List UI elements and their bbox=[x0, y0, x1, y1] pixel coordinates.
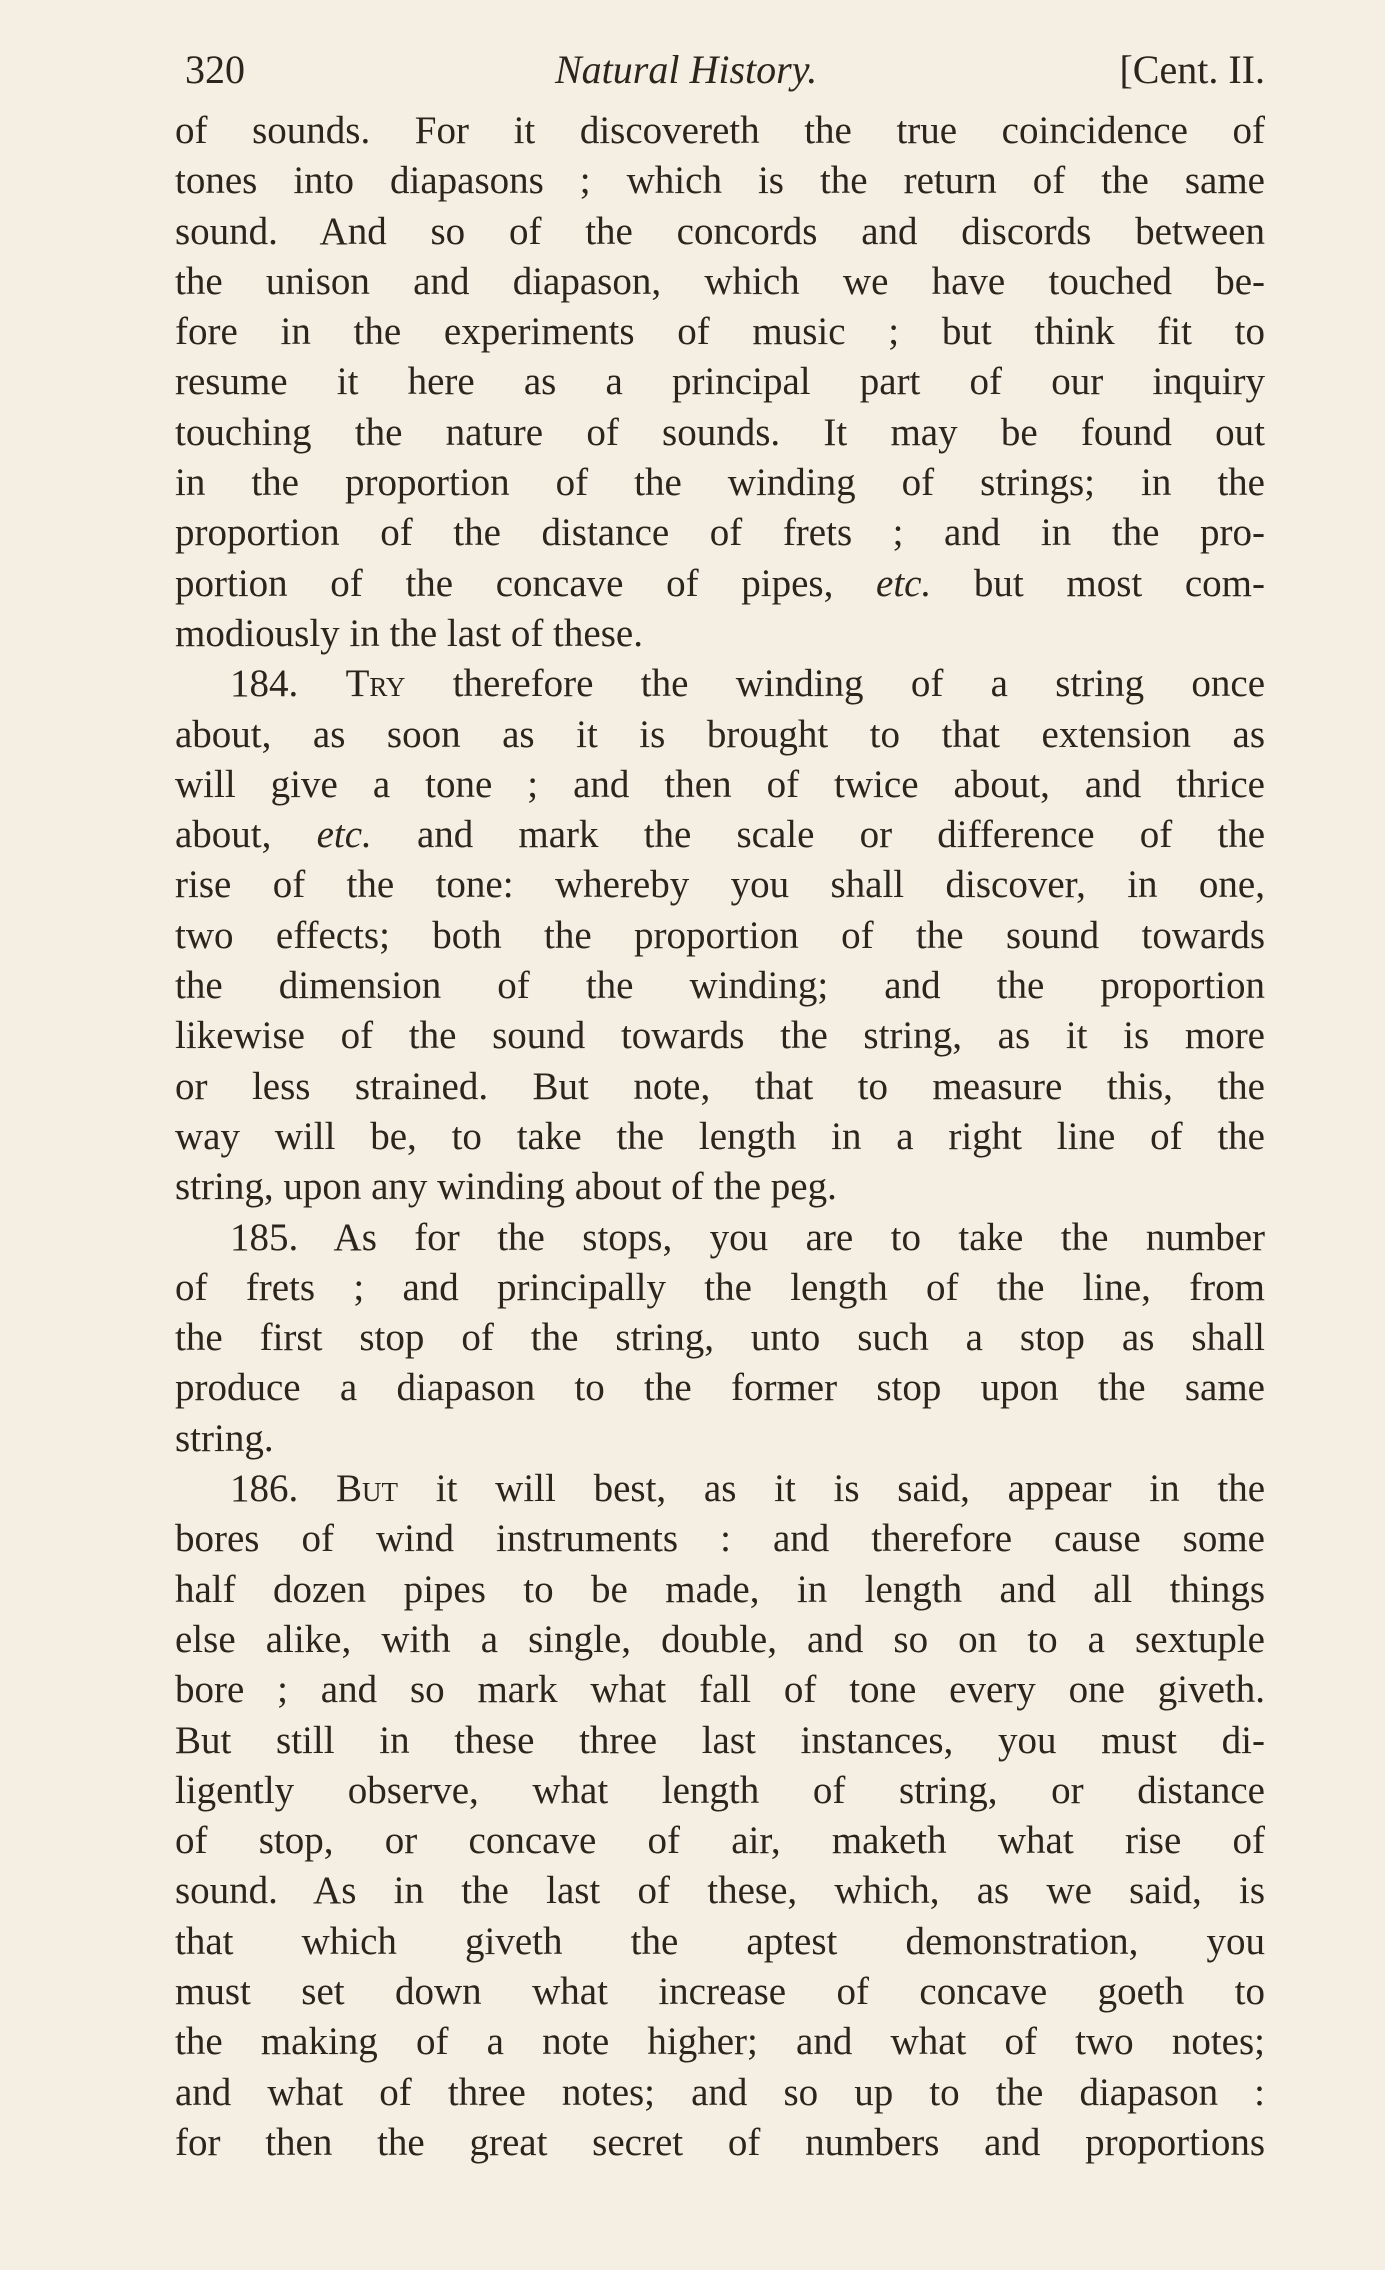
text-line: the unison and diapason, which we have touched be- bbox=[175, 259, 1265, 303]
text-line: touching the nature of sounds. It may be found out bbox=[175, 410, 1265, 454]
text-line: will give a tone ; and then of twice about, and thrice bbox=[175, 762, 1265, 806]
paragraph-185-start: 185. As for the stops, you are to take the number bbox=[230, 1215, 1265, 1259]
running-title: Natural History. bbox=[555, 47, 818, 92]
text-line: sound. As in the last of these, which, as we said, is bbox=[175, 1869, 1265, 1913]
century-marker: [Cent. II. bbox=[1119, 47, 1265, 92]
small-caps-word: Try bbox=[345, 662, 406, 706]
text-line: the first stop of the string, unto such a stop as shall bbox=[175, 1316, 1265, 1360]
text-line: else alike, with a single, double, and so on to a sextuple bbox=[175, 1617, 1265, 1661]
text-line: the making of a note higher; and what of two notes; bbox=[175, 2020, 1265, 2064]
text-line: two effects; both the proportion of the sound towards bbox=[175, 913, 1265, 957]
text-line: bore ; and so mark what fall of tone every one giveth. bbox=[175, 1668, 1265, 1712]
text-line: resume it here as a principal part of our inquiry bbox=[175, 360, 1265, 404]
text-line: must set down what increase of concave goeth to bbox=[175, 1969, 1265, 2013]
text-line: produce a diapason to the former stop upon the same bbox=[175, 1366, 1265, 1410]
text-line: modiously in the last of these. bbox=[175, 611, 643, 655]
italic-abbreviation: etc. bbox=[876, 561, 932, 605]
paragraph-184-start bbox=[175, 659, 1265, 709]
text-line bbox=[175, 810, 1265, 860]
text-line: ligently observe, what length of string, or distance bbox=[175, 1768, 1265, 1812]
text-line: in the proportion of the winding of strings; in the bbox=[175, 461, 1265, 505]
book-page bbox=[175, 40, 1265, 2168]
text-line: that which giveth the aptest demonstration, you bbox=[175, 1919, 1265, 1963]
text-line: or less strained. But note, that to measure this, the bbox=[175, 1064, 1265, 1108]
text-line: string, upon any winding about of the peg. bbox=[175, 1165, 837, 1209]
text-line: tones into diapasons ; which is the return of the same bbox=[175, 159, 1265, 203]
italic-abbreviation: etc. bbox=[316, 813, 372, 857]
text-line: and what of three notes; and so up to the diapason : bbox=[175, 2070, 1265, 2114]
text-segment: about, bbox=[175, 813, 272, 857]
text-segment: portion of the concave of pipes, bbox=[175, 561, 834, 605]
text-segment: therefore the winding of a string once bbox=[452, 662, 1265, 706]
text-line: way will be, to take the length in a right line of the bbox=[175, 1114, 1265, 1158]
text-segment: but most com- bbox=[973, 561, 1265, 605]
text-segment: and mark the scale or difference of the bbox=[416, 813, 1265, 857]
text-line: bores of wind instruments : and therefore cause some bbox=[175, 1517, 1265, 1561]
text-segment: it will best, as it is said, appear in the bbox=[435, 1467, 1265, 1511]
section-number: 184. bbox=[230, 662, 299, 706]
paragraph-186-start bbox=[175, 1464, 1265, 1514]
text-line: fore in the experiments of music ; but think fit to bbox=[175, 310, 1265, 354]
text-line: string. bbox=[175, 1416, 274, 1460]
text-line: half dozen pipes to be made, in length and all things bbox=[175, 1567, 1265, 1611]
text-line bbox=[175, 559, 1265, 609]
text-line: of stop, or concave of air, maketh what rise of bbox=[175, 1819, 1265, 1863]
page-header bbox=[175, 40, 1265, 100]
text-line: the dimension of the winding; and the proportion bbox=[175, 964, 1265, 1008]
text-line: of frets ; and principally the length of the line, from bbox=[175, 1265, 1265, 1309]
small-caps-word: But bbox=[336, 1467, 399, 1511]
text-line: likewise of the sound towards the string, as it is more bbox=[175, 1014, 1265, 1058]
text-line: proportion of the distance of frets ; and in the pro- bbox=[175, 511, 1265, 555]
text-line: But still in these three last instances, you must di- bbox=[175, 1718, 1265, 1762]
text-line: sound. And so of the concords and discords between bbox=[175, 209, 1265, 253]
text-line: for then the great secret of numbers and proportions bbox=[175, 2120, 1265, 2164]
text-line: about, as soon as it is brought to that extension as bbox=[175, 712, 1265, 756]
text-line: rise of the tone: whereby you shall discover, in one, bbox=[175, 863, 1265, 907]
page-number: 320 bbox=[185, 47, 245, 92]
body-text bbox=[175, 106, 1265, 2168]
section-number: 186. bbox=[230, 1467, 299, 1511]
text-line: of sounds. For it discovereth the true coincidence of bbox=[175, 109, 1265, 152]
